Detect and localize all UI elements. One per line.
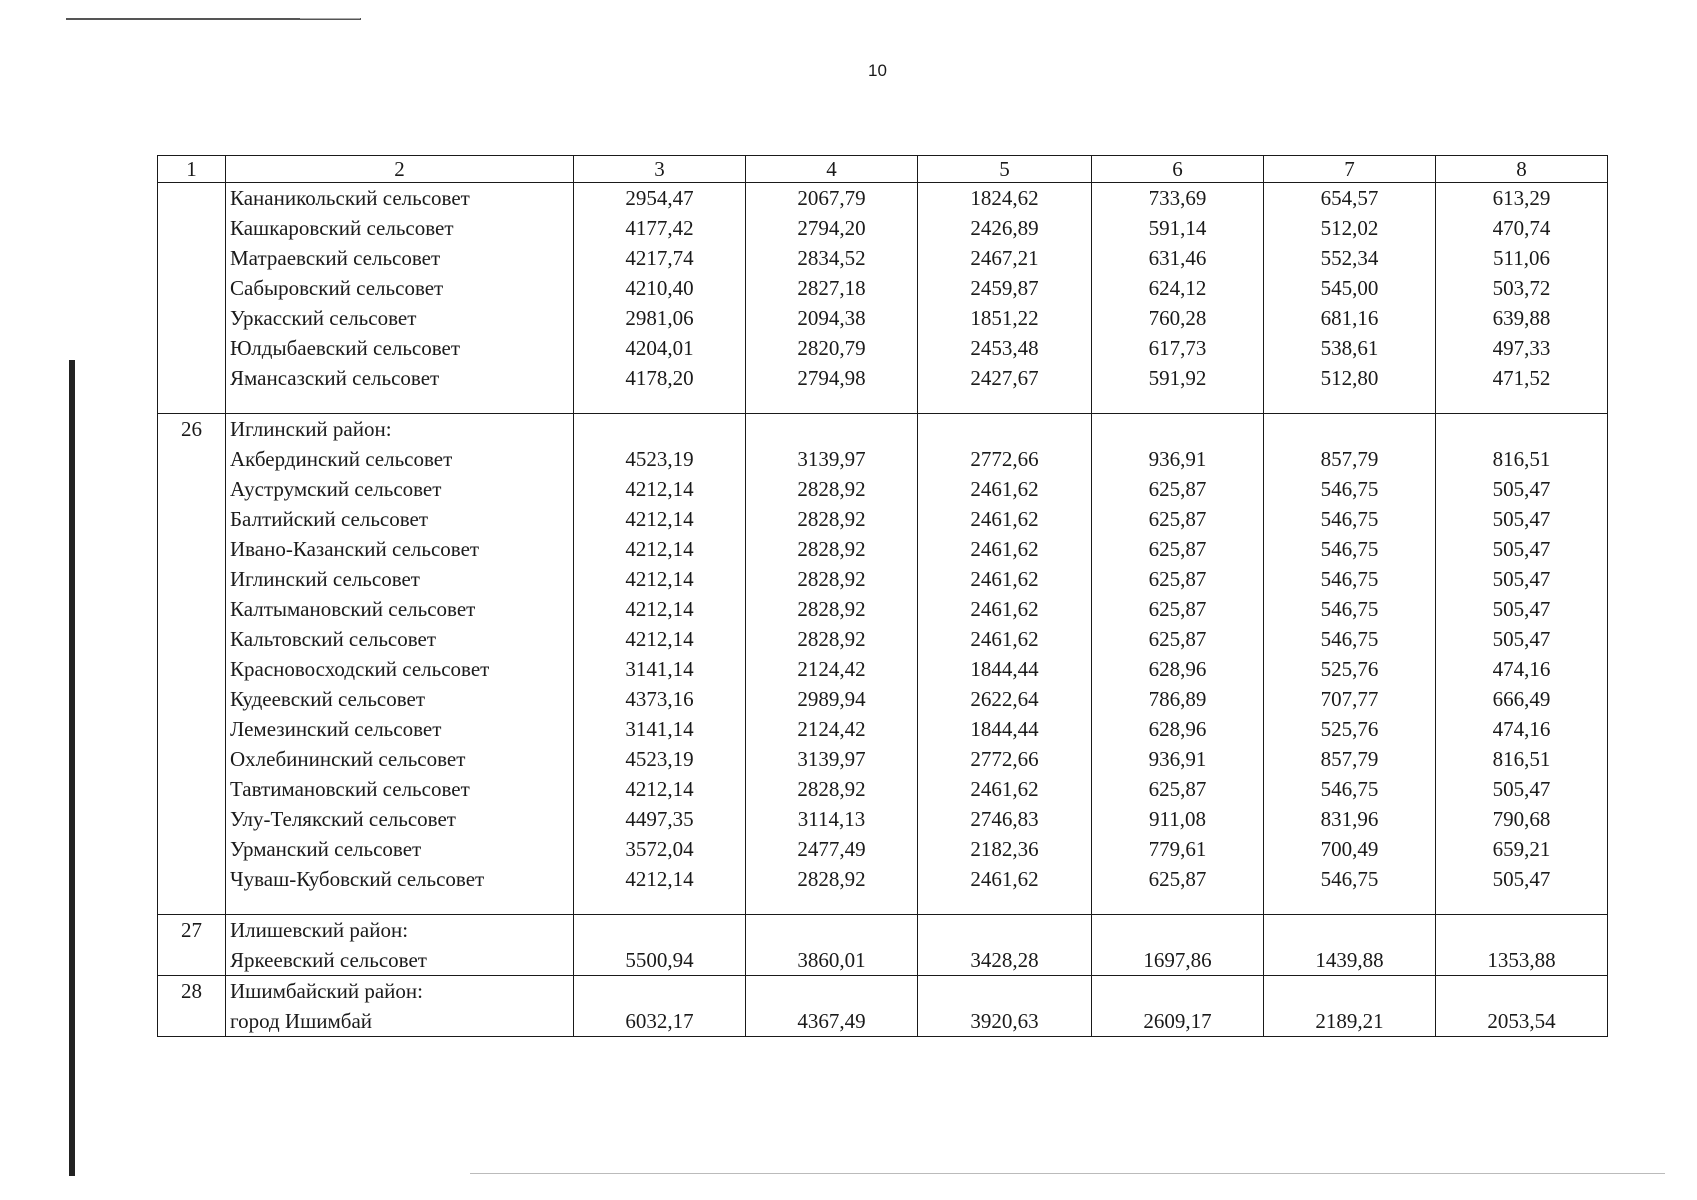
settlement-name: Ивано-Казанский сельсовет (230, 537, 480, 561)
value-cell-col-4 (746, 976, 918, 1037)
settlement-name: Яркеевский сельсовет (230, 948, 427, 972)
table-value: 2989,94 (797, 687, 866, 711)
table-value: 546,75 (1320, 867, 1379, 891)
table-value: 2828,92 (797, 777, 866, 801)
settlement-name: Кашкаровский сельсовет (230, 216, 454, 240)
table-value: 2772,66 (970, 747, 1039, 771)
tariff-table (157, 155, 1608, 1037)
settlement-name: Чуваш-Кубовский сельсовет (230, 867, 485, 891)
table-value: 2827,18 (797, 276, 866, 300)
settlement-name: Улу-Телякский сельсовет (230, 807, 456, 831)
table-value: 1844,44 (970, 657, 1039, 681)
settlement-name: Ауструмский сельсовет (230, 477, 442, 501)
table-value: 546,75 (1320, 627, 1379, 651)
table-value: 505,47 (1492, 477, 1551, 501)
column-number-8: 8 (1436, 156, 1608, 183)
district-title: Ишимбайский район: (230, 979, 423, 1003)
settlement-name: Кананикольский сельсовет (230, 186, 470, 210)
table-value: 816,51 (1492, 447, 1551, 471)
settlement-name: город Ишимбай (230, 1009, 373, 1033)
table-body (158, 156, 1608, 1037)
table-value: 2622,64 (970, 687, 1039, 711)
table-value: 628,96 (1148, 717, 1207, 741)
table-value: 659,21 (1492, 837, 1551, 861)
table-value: 2053,54 (1487, 1009, 1556, 1033)
table-value: 2461,62 (970, 597, 1039, 621)
table-value: 4212,14 (625, 567, 694, 591)
settlement-name: Тавтимановский сельсовет (230, 777, 470, 801)
table-value: 538,61 (1320, 336, 1379, 360)
table-value: 4204,01 (625, 336, 694, 360)
table-value: 546,75 (1320, 597, 1379, 621)
table-value: 512,02 (1320, 216, 1379, 240)
column-number-5: 5 (918, 156, 1092, 183)
table-value: 654,57 (1320, 186, 1379, 210)
table-value: 857,79 (1320, 747, 1379, 771)
table-value: 4212,14 (625, 477, 694, 501)
table-value: 2459,87 (970, 276, 1039, 300)
table-value: 2828,92 (797, 867, 866, 891)
table-value: 816,51 (1492, 747, 1551, 771)
table-value: 4210,40 (625, 276, 694, 300)
value-cell-col-7 (1264, 915, 1436, 976)
column-number-6: 6 (1092, 156, 1264, 183)
value-cell-col-3 (574, 183, 746, 414)
scan-artifact-top-line-faint (300, 18, 360, 19)
table-value: 4212,14 (625, 597, 694, 621)
value-cell-col-7 (1264, 414, 1436, 915)
table-value: 2828,92 (797, 567, 866, 591)
value-cell-col-6 (1092, 183, 1264, 414)
table-value: 3141,14 (625, 657, 694, 681)
value-cell-col-6 (1092, 414, 1264, 915)
value-cell-col-8 (1436, 976, 1608, 1037)
table-value: 4523,19 (625, 747, 694, 771)
table-value: 546,75 (1320, 777, 1379, 801)
table-value: 3428,28 (970, 948, 1039, 972)
table-value: 625,87 (1148, 507, 1207, 531)
settlement-name: Кальтовский сельсовет (230, 627, 437, 651)
table-value: 936,91 (1148, 747, 1207, 771)
table-value: 4367,49 (797, 1009, 866, 1033)
table-value: 2067,79 (797, 186, 866, 210)
table-value: 2477,49 (797, 837, 866, 861)
table-value: 4177,42 (625, 216, 694, 240)
table-value: 2461,62 (970, 777, 1039, 801)
value-cell-col-4 (746, 915, 918, 976)
table-value: 631,46 (1148, 246, 1207, 270)
table-value: 624,12 (1148, 276, 1207, 300)
table-value: 2124,42 (797, 717, 866, 741)
table-value: 4212,14 (625, 777, 694, 801)
table-value: 2828,92 (797, 597, 866, 621)
table-value: 1353,88 (1487, 948, 1556, 972)
table-value: 786,89 (1148, 687, 1207, 711)
table-value: 733,69 (1148, 186, 1207, 210)
table-value: 2794,20 (797, 216, 866, 240)
table-value: 4178,20 (625, 366, 694, 390)
district-number-cell (158, 183, 226, 414)
district-title: Иглинский район: (230, 417, 392, 441)
value-cell-col-4 (746, 183, 918, 414)
table-value: 474,16 (1492, 657, 1551, 681)
settlement-name: Красновосходский сельсовет (230, 657, 490, 681)
value-cell-col-4 (746, 414, 918, 915)
table-value: 552,34 (1320, 246, 1379, 270)
table-value: 2467,21 (970, 246, 1039, 270)
column-number-4: 4 (746, 156, 918, 183)
table-value: 505,47 (1492, 867, 1551, 891)
settlement-name: Уркасский сельсовет (230, 306, 417, 330)
settlement-names-cell (226, 976, 574, 1037)
table-value: 625,87 (1148, 567, 1207, 591)
table-value: 545,00 (1320, 276, 1379, 300)
table-value: 831,96 (1320, 807, 1379, 831)
table-value: 511,06 (1493, 246, 1550, 270)
table-value: 497,33 (1492, 336, 1551, 360)
table-value: 1824,62 (970, 186, 1039, 210)
value-cell-col-6 (1092, 976, 1264, 1037)
settlement-names-cell (226, 414, 574, 915)
table-value: 2461,62 (970, 867, 1039, 891)
scan-artifact-bottom-line (470, 1173, 1665, 1174)
table-value: 2427,67 (970, 366, 1039, 390)
table-value: 617,73 (1148, 336, 1207, 360)
table-value: 1697,86 (1143, 948, 1212, 972)
district-title: Илишевский район: (230, 918, 409, 942)
table-value: 505,47 (1492, 627, 1551, 651)
settlement-name: Ямансазский сельсовет (230, 366, 440, 390)
column-number-3: 3 (574, 156, 746, 183)
table-value: 2828,92 (797, 507, 866, 531)
table-value: 474,16 (1492, 717, 1551, 741)
table-value: 2834,52 (797, 246, 866, 270)
value-cell-col-8 (1436, 915, 1608, 976)
settlement-name: Юлдыбаевский сельсовет (230, 336, 461, 360)
table-value: 2828,92 (797, 477, 866, 501)
table-value: 625,87 (1148, 627, 1207, 651)
settlement-name: Балтийский сельсовет (230, 507, 429, 531)
district-block (158, 414, 1608, 915)
table-value: 591,92 (1148, 366, 1207, 390)
table-value: 471,52 (1492, 366, 1551, 390)
value-cell-col-5 (918, 183, 1092, 414)
table-value: 2772,66 (970, 447, 1039, 471)
table-value: 591,14 (1148, 216, 1207, 240)
table-value: 3139,97 (797, 447, 866, 471)
table-value: 639,88 (1492, 306, 1551, 330)
table-value: 4523,19 (625, 447, 694, 471)
table-value: 936,91 (1148, 447, 1207, 471)
table-value: 760,28 (1148, 306, 1207, 330)
table-value: 2094,38 (797, 306, 866, 330)
table-value: 790,68 (1492, 807, 1551, 831)
table-value: 2609,17 (1143, 1009, 1212, 1033)
table-value: 505,47 (1492, 537, 1551, 561)
table-value: 4497,35 (625, 807, 694, 831)
value-cell-col-5 (918, 414, 1092, 915)
table-value: 6032,17 (625, 1009, 694, 1033)
settlement-name: Акбердинский сельсовет (230, 447, 453, 471)
value-cell-col-8 (1436, 183, 1608, 414)
table-value: 681,16 (1320, 306, 1379, 330)
district-number-cell (158, 414, 226, 915)
district-number (158, 183, 225, 213)
value-cell-col-7 (1264, 976, 1436, 1037)
table-value: 2746,83 (970, 807, 1039, 831)
table-value: 505,47 (1492, 567, 1551, 591)
value-cell-col-5 (918, 976, 1092, 1037)
table-value: 525,76 (1320, 657, 1379, 681)
district-number: 27 (181, 918, 202, 942)
table-value: 3920,63 (970, 1009, 1039, 1033)
table-value: 512,80 (1320, 366, 1379, 390)
district-block (158, 183, 1608, 414)
settlement-name: Сабыровский сельсовет (230, 276, 444, 300)
table-value: 2461,62 (970, 627, 1039, 651)
page-number: 10 (868, 61, 887, 80)
table-value: 546,75 (1320, 507, 1379, 531)
table-value: 546,75 (1320, 477, 1379, 501)
table-value: 2828,92 (797, 537, 866, 561)
column-number-1: 1 (158, 156, 226, 183)
table-value: 503,72 (1492, 276, 1551, 300)
table-value: 3572,04 (625, 837, 694, 861)
table-value: 2954,47 (625, 186, 694, 210)
table-value: 1851,22 (970, 306, 1039, 330)
table-value: 2461,62 (970, 507, 1039, 531)
table-value: 625,87 (1148, 777, 1207, 801)
district-number-cell (158, 915, 226, 976)
value-cell-col-5 (918, 915, 1092, 976)
table-value: 2426,89 (970, 216, 1039, 240)
table-value: 505,47 (1492, 597, 1551, 621)
value-cell-col-7 (1264, 183, 1436, 414)
value-cell-col-3 (574, 414, 746, 915)
table-value: 625,87 (1148, 537, 1207, 561)
table-value: 707,77 (1320, 687, 1379, 711)
table-value: 2461,62 (970, 567, 1039, 591)
table-value: 4373,16 (625, 687, 694, 711)
table-value: 700,49 (1320, 837, 1379, 861)
table-value: 2182,36 (970, 837, 1039, 861)
value-cell-col-3 (574, 915, 746, 976)
table-value: 470,74 (1492, 216, 1551, 240)
table-value: 546,75 (1320, 537, 1379, 561)
table-value: 4217,74 (625, 246, 694, 270)
column-number-7: 7 (1264, 156, 1436, 183)
table-value: 525,76 (1320, 717, 1379, 741)
table-value: 3114,13 (797, 807, 866, 831)
table-value: 4212,14 (625, 507, 694, 531)
table-value: 613,29 (1492, 186, 1551, 210)
settlement-name: Калтымановский сельсовет (230, 597, 476, 621)
table-value: 2453,48 (970, 336, 1039, 360)
table-value: 2981,06 (625, 306, 694, 330)
scan-artifact-left-bar (69, 360, 75, 1176)
settlement-names-cell (226, 183, 574, 414)
settlement-name: Урманский сельсовет (230, 837, 422, 861)
settlement-name: Охлебининский сельсовет (230, 747, 466, 771)
district-number: 28 (181, 979, 202, 1003)
table-value: 2461,62 (970, 477, 1039, 501)
table-value: 5500,94 (625, 948, 694, 972)
table-value: 3141,14 (625, 717, 694, 741)
settlement-names-cell (226, 915, 574, 976)
district-number-cell (158, 976, 226, 1037)
table-value: 3139,97 (797, 747, 866, 771)
table-value: 4212,14 (625, 627, 694, 651)
table-value: 625,87 (1148, 597, 1207, 621)
settlement-name: Иглинский сельсовет (230, 567, 420, 591)
table-value: 505,47 (1492, 507, 1551, 531)
table-value: 4212,14 (625, 537, 694, 561)
table-value: 666,49 (1492, 687, 1551, 711)
district-block (158, 915, 1608, 976)
value-cell-col-8 (1436, 414, 1608, 915)
column-number-2: 2 (226, 156, 574, 183)
settlement-name: Кудеевский сельсовет (230, 687, 426, 711)
table-value: 2124,42 (797, 657, 866, 681)
table-value: 3860,01 (797, 948, 866, 972)
table-value: 625,87 (1148, 477, 1207, 501)
value-cell-col-6 (1092, 915, 1264, 976)
column-number-header-row (158, 156, 1608, 183)
table-value: 2189,21 (1315, 1009, 1384, 1033)
table-value: 628,96 (1148, 657, 1207, 681)
district-block (158, 976, 1608, 1037)
table-value: 911,08 (1149, 807, 1206, 831)
table-value: 857,79 (1320, 447, 1379, 471)
table-value: 2461,62 (970, 537, 1039, 561)
table-value: 779,61 (1148, 837, 1207, 861)
table-value: 505,47 (1492, 777, 1551, 801)
settlement-name: Матраевский сельсовет (230, 246, 441, 270)
table-value: 625,87 (1148, 867, 1207, 891)
table-value: 546,75 (1320, 567, 1379, 591)
table-value: 2794,98 (797, 366, 866, 390)
table-value: 4212,14 (625, 867, 694, 891)
settlement-name: Лемезинский сельсовет (230, 717, 442, 741)
district-number: 26 (181, 417, 202, 441)
value-cell-col-3 (574, 976, 746, 1037)
table-value: 1439,88 (1315, 948, 1384, 972)
table-value: 1844,44 (970, 717, 1039, 741)
table-value: 2828,92 (797, 627, 866, 651)
table-value: 2820,79 (797, 336, 866, 360)
